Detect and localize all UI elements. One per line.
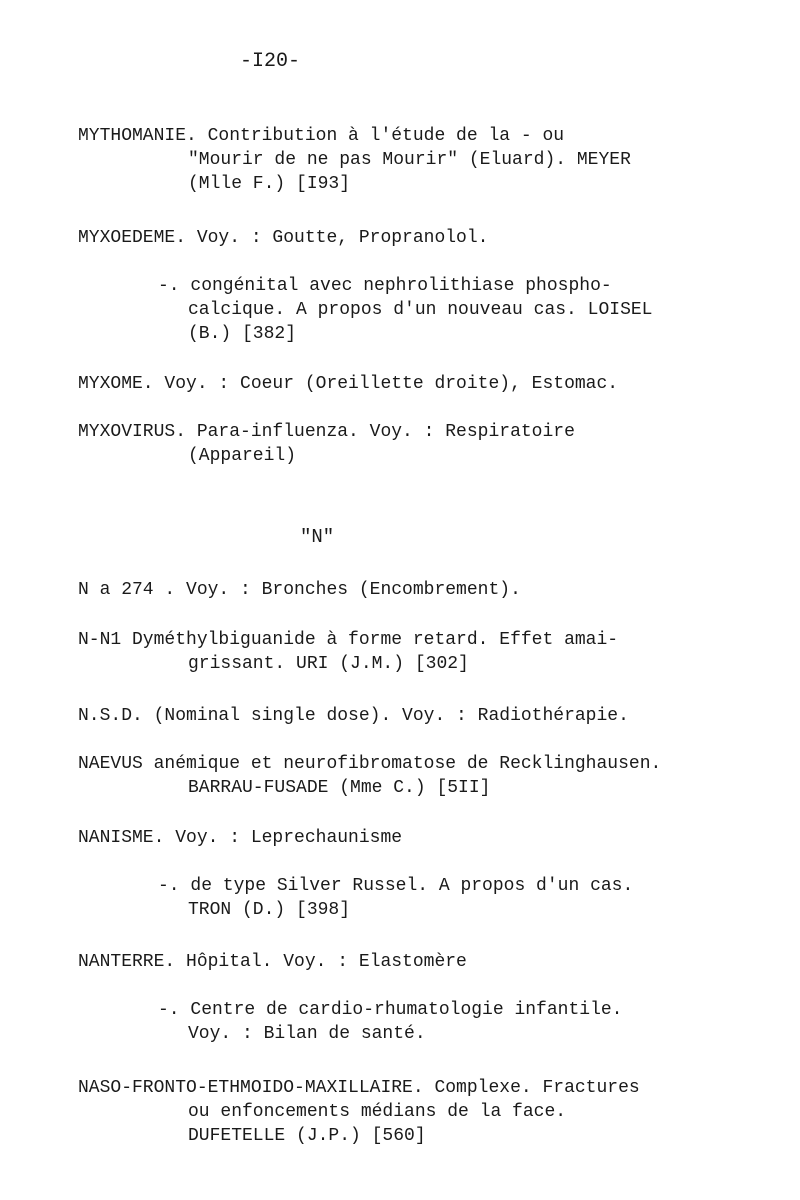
entry-line: NASO-FRONTO-ETHMOIDO-MAXILLAIRE. Complexe. Fractures [78,1078,640,1098]
entry-line: -. congénital avec nephrolithiase phospho- [158,276,612,296]
entry-line: MYXOVIRUS. Para-influenza. Voy. : Respiratoire [78,422,575,442]
entry-line: NANISME. Voy. : Leprechaunisme [78,828,403,848]
entry-line: N-N1 Dyméthylbiguanide à forme retard. Effet amai- [78,630,619,650]
index-entry-mythomanie [78,124,631,196]
index-entry-nsd [78,704,629,728]
entry-line: (B.) [382] [188,324,297,344]
entry-line: NANTERRE. Hôpital. Voy. : Elastomère [78,952,467,972]
entry-line: (Mlle F.) [I93] [188,174,351,194]
index-entry-n-n1 [78,628,618,676]
index-entry-nanisme [78,826,402,850]
entry-line: grissant. URI (J.M.) [302] [188,654,469,674]
entry-line: MYTHOMANIE. Contribution à l'étude de la - ou [78,126,565,146]
entry-line: -. Centre de cardio-rhumatologie infantile. [158,1000,623,1020]
entry-line: Voy. : Bilan de santé. [188,1024,426,1044]
entry-line: TRON (D.) [398] [188,900,351,920]
index-subentry-congenital [78,274,652,346]
index-entry-myxovirus [78,420,575,468]
index-entry-myxoedeme [78,226,488,250]
entry-line: NAEVUS anémique et neurofibromatose de Recklinghausen. [78,754,662,774]
entry-line: N.S.D. (Nominal single dose). Voy. : Radiothérapie. [78,706,629,726]
entry-line: "Mourir de ne pas Mourir" (Eluard). MEYER [188,150,631,170]
entry-line: N a 274 . Voy. : Bronches (Encombrement). [78,580,521,600]
index-entry-n-a-274 [78,578,521,602]
page-number: -I20- [239,50,300,73]
entry-line: (Appareil) [188,446,297,466]
entry-line: -. de type Silver Russel. A propos d'un cas. [158,876,634,896]
index-entry-naso-fronto-ethmoido-maxillaire [78,1076,640,1148]
entry-line: calcique. A propos d'un nouveau cas. LOISEL [188,300,653,320]
entry-line: MYXOME. Voy. : Coeur (Oreillette droite), Estomac. [78,374,619,394]
section-letter: "N" [300,526,335,548]
index-entry-nanterre [78,950,467,974]
entry-line: BARRAU-FUSADE (Mme C.) [5II] [188,778,491,798]
entry-line: DUFETELLE (J.P.) [560] [188,1126,426,1146]
entry-line: MYXOEDEME. Voy. : Goutte, Propranolol. [78,228,489,248]
index-subentry-cardio-rhumatologie [78,998,622,1046]
index-entry-naevus [78,752,661,800]
index-entry-myxome [78,372,618,396]
entry-line: ou enfoncements médians de la face. [188,1102,567,1122]
index-subentry-silver-russel [78,874,633,922]
